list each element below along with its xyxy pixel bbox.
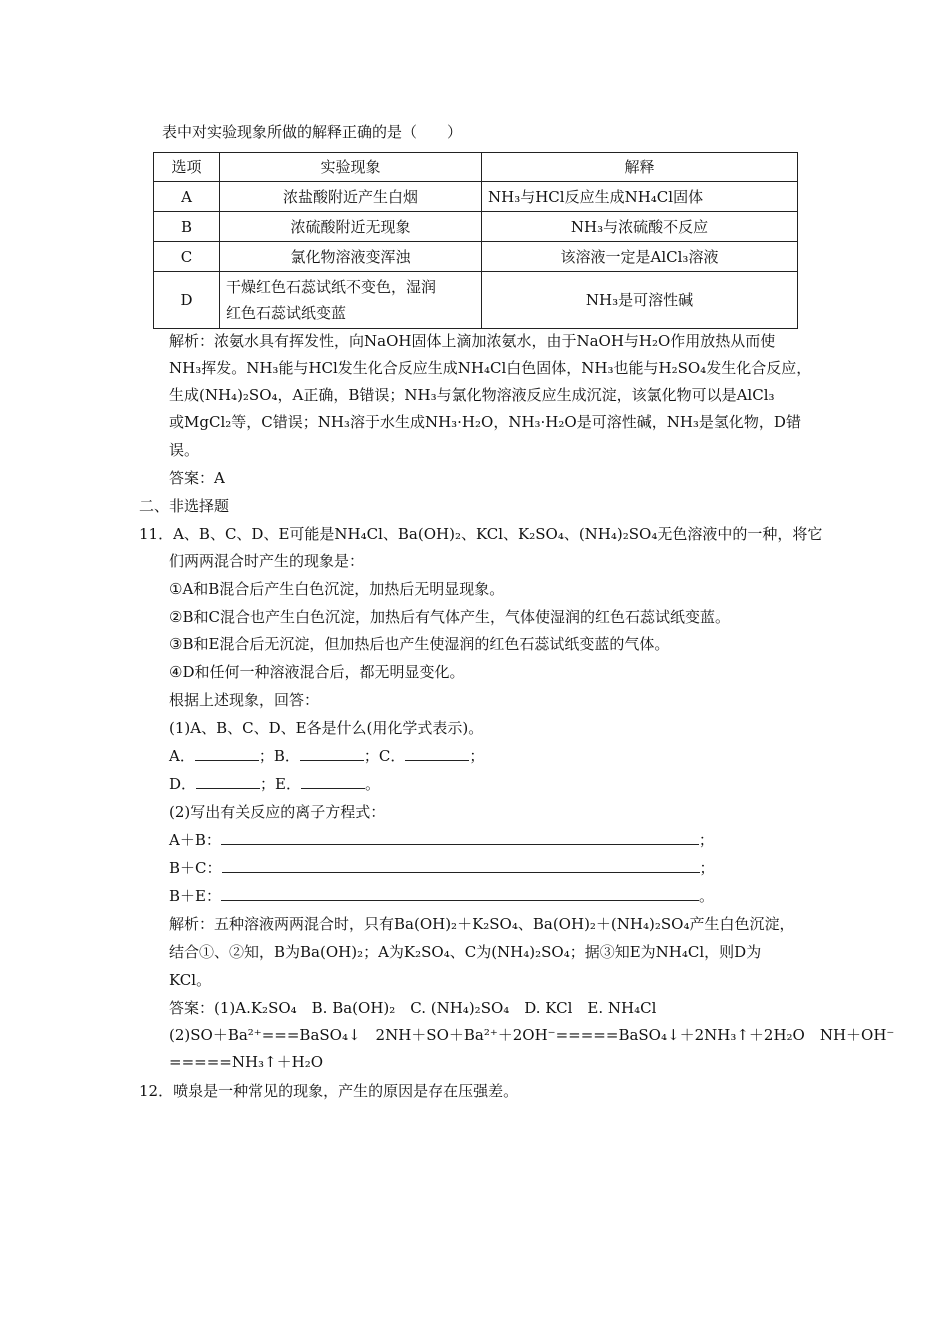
option-cell: D xyxy=(154,272,220,329)
question-intro: 表中对实验现象所做的解释正确的是（ ） xyxy=(162,123,463,141)
equation-blank[interactable] xyxy=(221,830,699,845)
fill-label: A． xyxy=(169,747,195,765)
fill-label: 。 xyxy=(364,775,380,793)
table-header: 解释 xyxy=(482,153,798,182)
answer-blank[interactable] xyxy=(405,746,469,761)
equation-blank[interactable] xyxy=(221,886,699,901)
fill-label: ； xyxy=(469,747,485,765)
answer-line: 答案：A xyxy=(169,469,225,487)
fill-label: ；C． xyxy=(363,747,406,765)
fill-row xyxy=(169,746,484,766)
analysis-line: 解析：五种溶液两两混合时，只有Ba(OH)₂＋K₂SO₄、Ba(OH)₂＋(NH₄)₂SO₄产生白色沉淀， xyxy=(169,915,795,933)
question-stem: 们两两混合时产生的现象是： xyxy=(169,552,365,570)
analysis-line: KCl。 xyxy=(169,971,212,989)
equation-end: ； xyxy=(699,859,715,877)
equation-blank[interactable] xyxy=(222,858,700,873)
answer-blank[interactable] xyxy=(301,774,365,789)
option-cell: A xyxy=(154,182,220,212)
equation-row xyxy=(169,858,715,878)
option-cell: B xyxy=(154,212,220,242)
analysis-line: 结合①、②知，B为Ba(OH)₂；A为K₂SO₄、C为(NH₄)₂SO₄；据③知E为NH₄Cl，则D为 xyxy=(169,943,762,961)
question-stem: 11．A、B、C、D、E可能是NH₄Cl、Ba(OH)₂、KCl、K₂SO₄、(NH₄)₂SO₄无色溶液中的一种，将它 xyxy=(139,525,823,543)
table-header-row xyxy=(154,153,798,182)
phenomenon-cell: 浓硫酸附近无现象 xyxy=(220,212,482,242)
analysis-line: 解析：浓氨水具有挥发性，向NaOH固体上滴加浓氨水，由于NaOH与H₂O作用放热从而使 xyxy=(169,332,776,350)
equation-row xyxy=(169,830,714,850)
equation-label: B＋E： xyxy=(169,887,221,905)
fact-item: ①A和B混合后产生白色沉淀，加热后无明显现象。 xyxy=(169,580,505,598)
fill-label: ；B． xyxy=(258,747,300,765)
explanation-cell: 该溶液一定是AlCl₃溶液 xyxy=(482,242,798,272)
equation-label: B＋C： xyxy=(169,859,222,877)
equation-end: 。 xyxy=(698,887,714,905)
fill-label: ；E． xyxy=(260,775,301,793)
table-row xyxy=(154,242,798,272)
phenomenon-cell xyxy=(220,272,482,329)
fill-label: D． xyxy=(169,775,197,793)
fact-item: ④D和任何一种溶液混合后，都无明显变化。 xyxy=(169,663,465,681)
equation-end: ； xyxy=(698,831,714,849)
answer-line: =====NH₃↑＋H₂O xyxy=(169,1053,324,1071)
explanation-cell: NH₃是可溶性碱 xyxy=(482,272,798,329)
section-title: 二、非选择题 xyxy=(139,497,230,515)
answer-blank[interactable] xyxy=(300,746,364,761)
equation-row xyxy=(169,886,714,906)
table-row xyxy=(154,182,798,212)
sub-question: (1)A、B、C、D、E各是什么(用化学式表示)。 xyxy=(169,719,484,737)
analysis-line: NH₃挥发。NH₃能与HCl发生化合反应生成NH₄Cl白色固体，NH₃也能与H₂SO₄发生化合反应， xyxy=(169,359,812,377)
answer-blank[interactable] xyxy=(195,746,259,761)
table-header: 选项 xyxy=(154,153,220,182)
phenomenon-cell: 浓盐酸附近产生白烟 xyxy=(220,182,482,212)
fact-item: ③B和E混合后无沉淀，但加热后也产生使湿润的红色石蕊试纸变蓝的气体。 xyxy=(169,635,670,653)
answer-line: (2)SO＋Ba²⁺===BaSO₄↓ 2NH＋SO＋Ba²⁺＋2OH⁻=====BaSO₄↓＋2NH₃↑＋2H₂O NH＋OH⁻ xyxy=(169,1026,895,1044)
phenomenon-line: 红色石蕊试纸变蓝 xyxy=(226,304,347,322)
phenomenon-cell: 氯化物溶液变浑浊 xyxy=(220,242,482,272)
explanation-cell: NH₃与浓硫酸不反应 xyxy=(482,212,798,242)
analysis-line: 或MgCl₂等，C错误；NH₃溶于水生成NH₃·H₂O，NH₃·H₂O是可溶性碱，NH₃是氢化物，D错 xyxy=(169,413,801,431)
table-header: 实验现象 xyxy=(220,153,482,182)
prompt-text: 根据上述现象，回答： xyxy=(169,691,320,709)
answer-blank[interactable] xyxy=(196,774,260,789)
fact-item: ②B和C混合也产生白色沉淀，加热后有气体产生，气体使湿润的红色石蕊试纸变蓝。 xyxy=(169,608,730,626)
explanation-cell: NH₃与HCl反应生成NH₄Cl固体 xyxy=(482,182,798,212)
question-stem: 12．喷泉是一种常见的现象，产生的原因是存在压强差。 xyxy=(139,1082,519,1100)
analysis-line: 生成(NH₄)₂SO₄，A正确，B错误；NH₃与氯化物溶液反应生成沉淀，该氯化物可以是AlCl₃ xyxy=(169,386,775,404)
equation-label: A＋B： xyxy=(169,831,221,849)
table-row xyxy=(154,212,798,242)
answer-line: 答案：(1)A.K₂SO₄ B. Ba(OH)₂ C. (NH₄)₂SO₄ D. KCl E. NH₄Cl xyxy=(169,999,657,1017)
table-row xyxy=(154,272,798,329)
option-cell: C xyxy=(154,242,220,272)
sub-question: (2)写出有关反应的离子方程式： xyxy=(169,803,386,821)
analysis-line: 误。 xyxy=(169,441,200,459)
phenomenon-line: 干燥红色石蕊试纸不变色，湿润 xyxy=(226,278,437,296)
experiment-table xyxy=(153,152,798,329)
fill-row xyxy=(169,774,380,794)
